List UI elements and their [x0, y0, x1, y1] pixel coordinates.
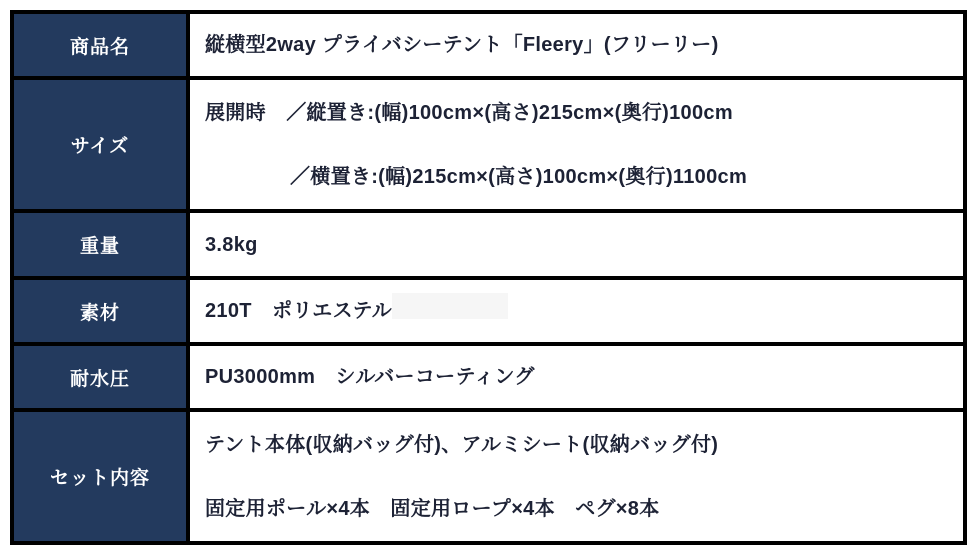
spec-value-line: 縦横型2way プライバシーテント「Fleery」(フリーリー) [205, 34, 719, 56]
spec-value-line: 展開時 ／縦置き:(幅)100cm×(高さ)215cm×(奥行)100cm [205, 101, 733, 124]
spec-label-text: サイズ [70, 136, 130, 157]
spec-label-text: 重量 [79, 236, 120, 257]
spec-value-line: PU3000mm シルバーコーティング [205, 366, 535, 388]
spec-label-text: 商品名 [69, 36, 130, 58]
spec-value-weight [190, 213, 963, 276]
spec-label-material [14, 280, 186, 342]
spec-label-set-contents [14, 412, 186, 541]
spec-label-text: セット内容 [49, 468, 150, 489]
spec-value-line: テント本体(収納バッグ付)、アルミシート(収納バッグ付) [205, 433, 719, 456]
spec-label-size [14, 80, 186, 209]
spec-value-line: 固定用ポール×4本 固定用ロープ×4本 ペグ×8本 [205, 497, 660, 520]
spec-value-size [190, 80, 963, 209]
product-spec-table [10, 10, 967, 545]
spec-value-line: 3.8kg [205, 233, 258, 256]
spec-value-line: 210T ポリエステル [205, 300, 393, 322]
spec-value-water-pressure [190, 346, 963, 408]
spec-label-text: 耐水圧 [69, 368, 130, 390]
spec-label-text: 素材 [79, 302, 120, 324]
spec-label-weight [14, 213, 186, 276]
erased-highlight [392, 293, 508, 319]
spec-value-set-contents [190, 412, 963, 541]
spec-value-line: ／横置き:(幅)215cm×(高さ)100cm×(奥行)1100cm [290, 165, 748, 188]
spec-label-product-name [14, 14, 186, 76]
spec-value-material [190, 280, 963, 342]
spec-label-water-pressure [14, 346, 186, 408]
spec-value-product-name [190, 14, 963, 76]
